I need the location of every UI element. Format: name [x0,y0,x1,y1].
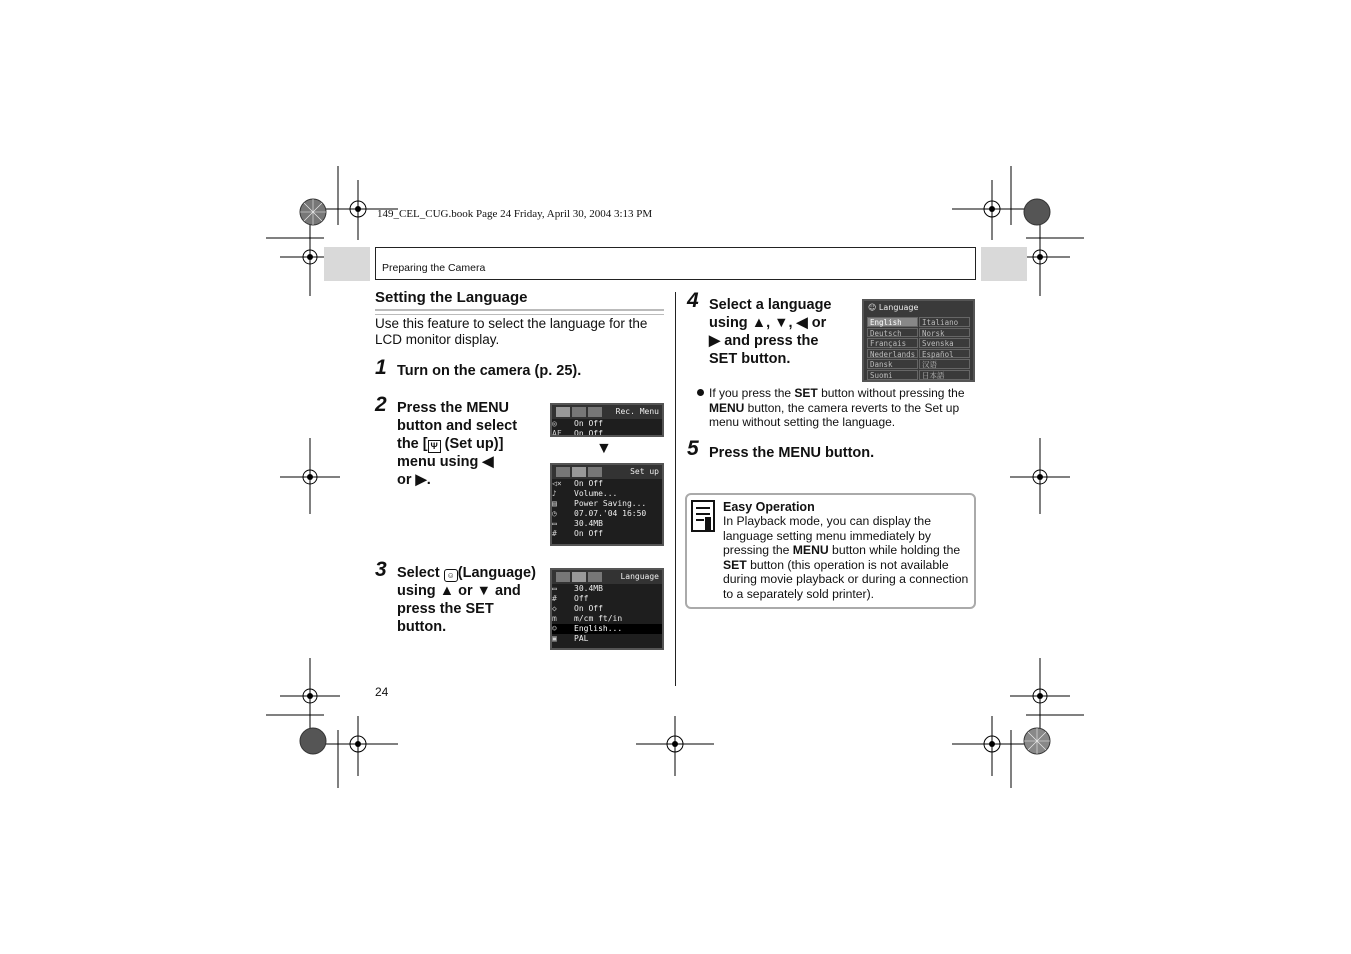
up-arrow-icon: ▲ [751,315,767,331]
up-arrow-icon: ▲ [439,583,455,599]
lcd-row-text: Off [574,594,589,603]
lcd-row [552,614,662,624]
step-3-fragment: using [397,583,436,599]
lcd-row-text: 30.4MB [574,584,603,593]
lcd-row [552,489,662,499]
lcd-rec-menu [550,403,664,437]
lcd-row-selected [552,624,662,634]
lcd-language-header [864,301,973,315]
step-4-line [709,332,859,350]
lcd-tab-bar [552,405,662,419]
language-option: 汉语 [919,359,970,369]
note-icon [691,500,717,532]
step-3-text [397,564,549,636]
down-arrow-icon: ▼ [476,583,491,599]
step-4-line: Select a language [709,297,832,313]
step-1-number: 1 [375,356,387,379]
bullet-bold: SET [794,386,818,400]
mycamera-tab-icon [588,467,602,477]
lcd-row-text: English... [574,624,623,633]
language-options [864,315,973,382]
lcd-row [552,509,662,519]
lcd-row [552,429,662,437]
step-2-fragment: or [397,472,412,488]
page-title: Setting the Language [375,289,528,306]
language-option: Suomi [867,370,918,380]
lcd-row-text: On Off [574,479,603,488]
language-icon: ☺ [868,303,877,312]
tip-bold: MENU [792,543,829,557]
book-info: 149_CEL_CUG.book Page 24 Friday, April 30, 2004 3:13 PM [377,208,653,220]
down-arrow-icon: ▼ [774,315,789,331]
lcd-language-grid [862,299,975,382]
lcd-row [552,604,662,614]
af-icon: AF [552,429,562,437]
section-header-label: Preparing the Camera [382,262,486,274]
tip-fragment: In Playback mode, you can display the language setting menu immediately by pressing the [723,514,931,557]
bullet-fragment: If you press the [709,386,795,400]
step-5-text: Press the MENU button. [709,445,875,461]
setup-tab-icon [572,407,586,417]
camera-tab-icon [556,407,570,417]
language-option: Norsk [919,328,970,338]
language-option: English [867,317,918,327]
step-4-text [709,296,859,368]
language-option: Dansk [867,359,918,369]
lcd-row-text: On Off [574,419,603,428]
lcd-row [552,419,662,429]
right-tab [981,247,1027,281]
lcd-row-text: Power Saving... [574,499,647,508]
right-arrow-icon: ▶ [709,333,721,349]
lcd-setup-menu [550,463,664,546]
lcd-row-text: 07.07.'04 16:50 [574,509,647,518]
lcd-tab-bar [552,465,662,479]
bullet-bold: MENU [709,400,745,415]
step-2-line [397,435,547,453]
lcd-row-text: On Off [574,529,603,538]
lcd-title: Language [620,572,659,581]
step-3-line [397,582,549,600]
left-arrow-icon: ◀ [796,315,808,331]
clock-icon: ◷ [552,509,557,518]
lcd-title: Rec. Menu [615,407,659,416]
left-arrow-icon: ◀ [482,454,494,470]
language-option: Deutsch [867,328,918,338]
step-3-fragment: Select [397,565,440,581]
lcd-title: Set up [630,467,659,476]
step-2-line: Press the MENU [397,400,510,416]
language-option: Français [867,338,918,348]
tip-fragment: button while holding the [828,543,961,557]
lcd-row [552,529,662,539]
step-4-fragment: and press the [724,333,819,349]
step-2-fragment: menu using [397,454,479,470]
lcd-row [552,479,662,489]
eye-icon: ◎ [552,419,557,428]
lcd-setup-language-row [550,568,664,650]
lcd-row [552,519,662,529]
language-icon: ☺ [444,569,458,582]
bullet-icon [697,389,704,396]
step-2-fragment: (Set up)] [440,436,504,452]
lcd-row-text: On Off [574,429,603,437]
lcd-row [552,634,662,644]
file-numbering-icon: # [552,594,557,603]
language-option: Español [919,349,970,359]
step-3-line [397,564,549,582]
mycamera-tab-icon [588,407,602,417]
step-3-line: press the SET [397,601,494,617]
video-system-icon: ▣ [552,634,557,643]
lcd-row-text: Volume... [574,489,618,498]
tip-fragment: button (this operation is not available during movie playback or during a connection to a separately sold printer). [723,557,969,601]
tip-title: Easy Operation [723,500,815,514]
mute-icon: ◁× [552,479,562,488]
section-header [375,247,976,280]
step-2-line: button and select [397,418,518,434]
setup-tab-icon [572,572,586,582]
step-2-text [397,399,547,489]
left-tab [324,247,370,281]
step-2-line: or ▶. [397,472,431,488]
rotate-icon: ◇ [552,604,557,613]
step-3-fragment: and [495,583,521,599]
volume-icon: ♪ [552,489,557,498]
down-arrow-icon: ▼ [596,440,612,457]
language-option: 日本語 [919,370,970,380]
mycamera-tab-icon [588,572,602,582]
step-4-fragment: using [709,315,748,331]
language-option: Nederlands [867,349,918,359]
card-icon: ▭ [552,519,557,528]
format-icon: ▭ [552,584,557,593]
lcd-row-text: On Off [574,604,603,613]
power-saving-icon: ▤ [552,499,557,508]
step-4-number: 4 [687,289,699,312]
step-3-line: button. [397,619,447,635]
column-divider [675,292,676,686]
step-1-text: Turn on the camera (p. 25). [397,363,582,379]
file-numbering-icon: # [552,529,557,538]
lcd-row [552,584,662,594]
setup-tab-icon [572,467,586,477]
lcd-row-text: PAL [574,634,589,643]
lcd-row-text: 30.4MB [574,519,603,528]
intro-text: Use this feature to select the language for the LCD monitor display. [375,316,648,347]
step-4-line: using ▲, ▼, ◀ or [709,315,827,331]
page-number: 24 [375,685,389,699]
lcd-title: Language [878,303,919,312]
lcd-row [552,499,662,509]
step-2-line [397,453,547,471]
units-icon: m [552,614,557,623]
camera-tab-icon [556,467,570,477]
bullet-fragment: button, the camera reverts to the Set up menu without setting the language. [709,400,960,429]
bullet-fragment: button without pressing the [817,386,965,400]
lcd-row [552,594,662,604]
tip-bold: SET [723,557,747,572]
bullet-note [709,386,974,430]
tip-body [723,514,973,601]
camera-tab-icon [556,572,570,582]
step-4-fragment: or [811,315,827,331]
setup-tab-icon: Ψ [428,440,441,453]
step-4-line: SET button. [709,351,791,367]
right-arrow-icon: ▶ [415,472,427,488]
language-option: Svenska [919,338,970,348]
lcd-tab-bar [552,570,662,584]
step-2-fragment: the [ [397,436,428,452]
step-3-fragment: or [458,583,473,599]
step-3-fragment: (Language) [457,565,536,581]
language-icon: ☺ [552,624,557,633]
lcd-row-text: m/cm ft/in [574,614,623,623]
language-option: Italiano [919,317,970,327]
step-2-number: 2 [375,393,387,416]
step-3-number: 3 [375,558,387,581]
title-rule [375,309,664,315]
step-5-number: 5 [687,437,699,460]
